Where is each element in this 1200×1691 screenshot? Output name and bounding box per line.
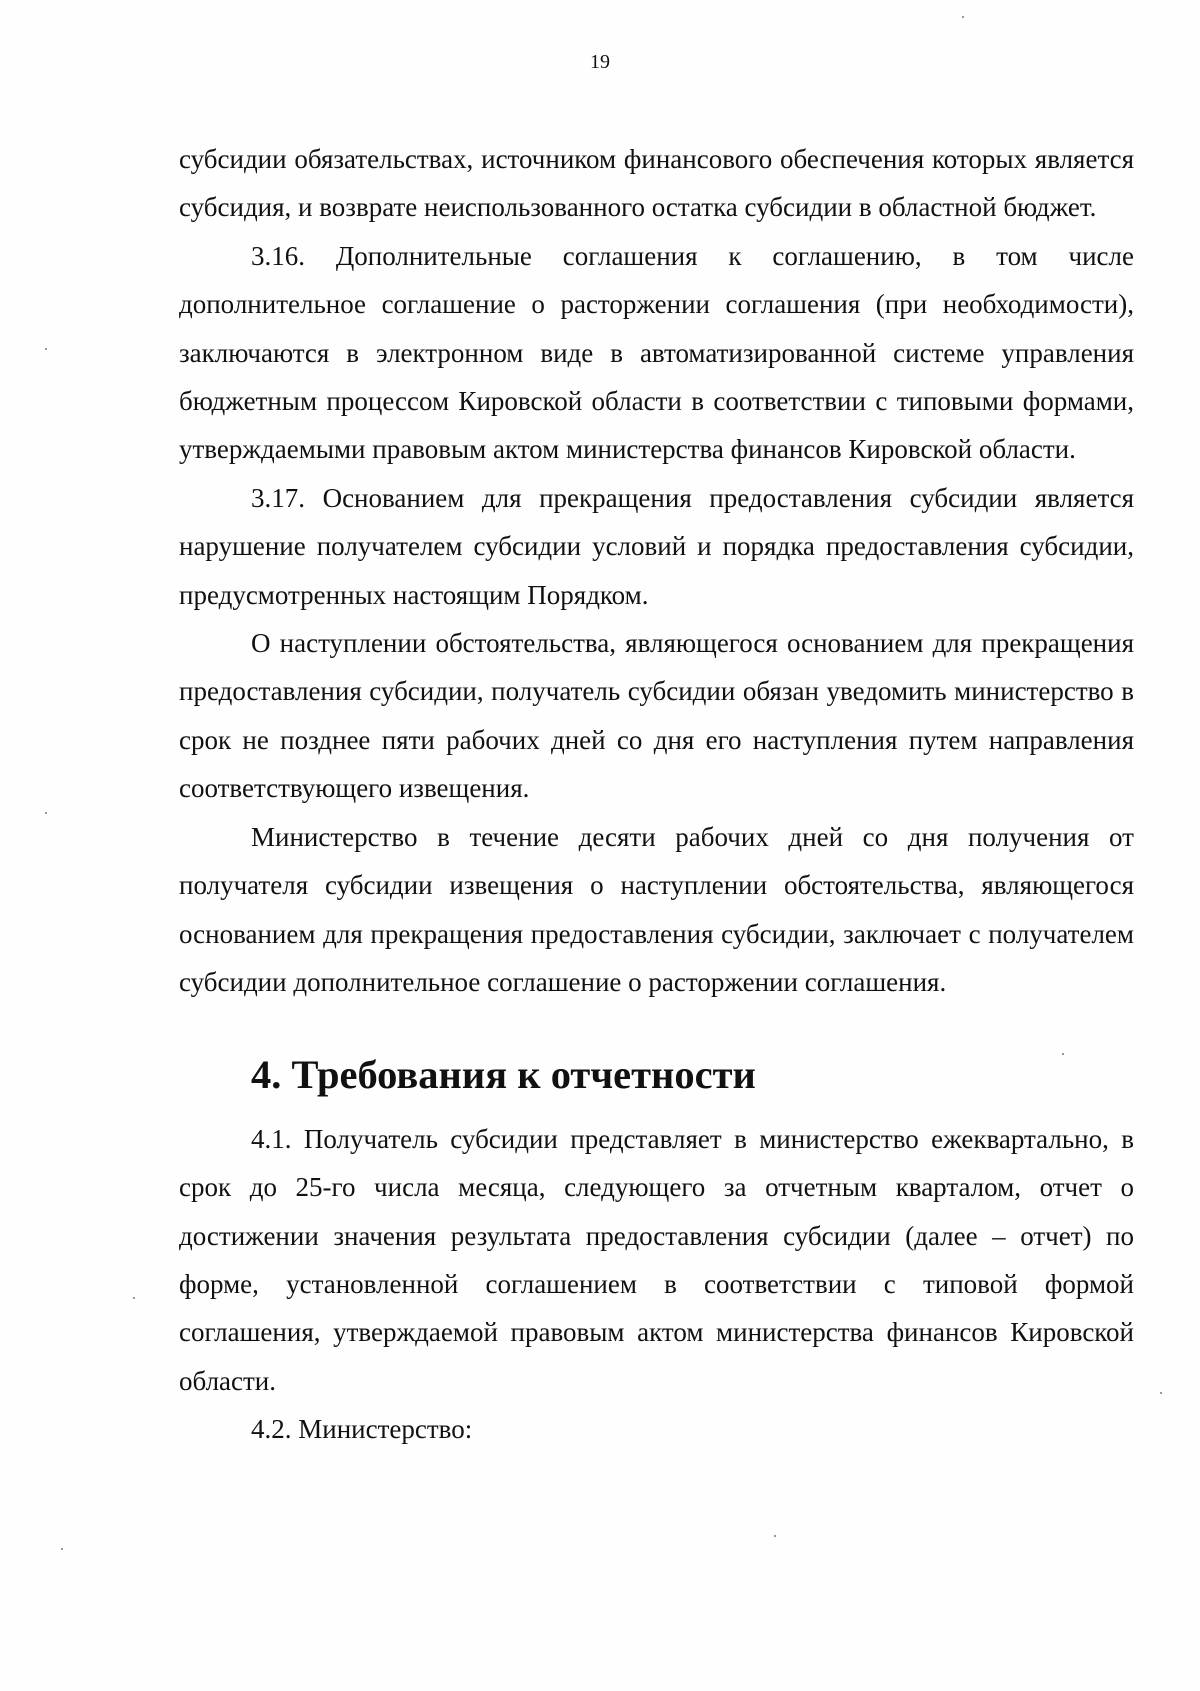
- page-number: 19: [590, 51, 610, 73]
- scan-speck: [61, 1548, 63, 1550]
- scan-speck: [774, 1535, 776, 1537]
- scan-speck: [1160, 1392, 1162, 1394]
- scan-speck: [1062, 1053, 1064, 1055]
- scan-speck: [962, 16, 964, 18]
- paragraph-notification: О наступлении обстоятельства, являющегося основанием для прекращения предоставления субсидии, получатель субсидии обязан уведомить министерство в срок не позднее пяти рабочих дней со дня его наступления путем направления соответствующего извещения.: [179, 628, 1134, 804]
- scan-speck: [133, 1297, 135, 1299]
- paragraph-4-1: 4.1. Получатель субсидии представляет в министерство ежеквартально, в срок до 25-го числа месяца, следующего за отчетным кварталом, отчет о достижении значения результата предоставления субсидии (далее – отчет) по форме, установленной соглашением в соответствии с типовой формой соглашения, утверждаемой правовым актом министерства финансов Кировской области.: [179, 1123, 1134, 1396]
- paragraph-4-2: 4.2. Министерство:: [251, 1414, 473, 1445]
- paragraph-3-16: 3.16. Дополнительные соглашения к соглашению, в том числе дополнительное соглашение о расторжении соглашения (при необходимости), заключаются в электронном виде в автоматизированной системе управления бюджетным процессом Кировской области в соответствии с типовыми формами, утверждаемыми правовым актом министерства финансов Кировской области.: [179, 240, 1134, 465]
- section-heading-reporting: 4. Требования к отчетности: [251, 1052, 756, 1098]
- paragraph-continuation: субсидии обязательствах, источником финансового обеспечения которых является субсидия, и возврате неиспользованного остатка субсидии в областной бюджет.: [179, 144, 1134, 223]
- scan-speck: [45, 812, 47, 814]
- paragraph-3-17: 3.17. Основанием для прекращения предоставления субсидии является нарушение получателем субсидии условий и порядка предоставления субсидии, предусмотренных настоящим Порядком.: [179, 482, 1134, 610]
- document-body: [179, 135, 1134, 1454]
- paragraph-ministry-termination: Министерство в течение десяти рабочих дней со дня получения от получателя субсидии извещения о наступлении обстоятельства, являющегося основанием для прекращения предоставления субсидии, заключает с получателем субсидии дополнительное соглашение о расторжении соглашения.: [179, 821, 1134, 997]
- scan-speck: [45, 348, 47, 350]
